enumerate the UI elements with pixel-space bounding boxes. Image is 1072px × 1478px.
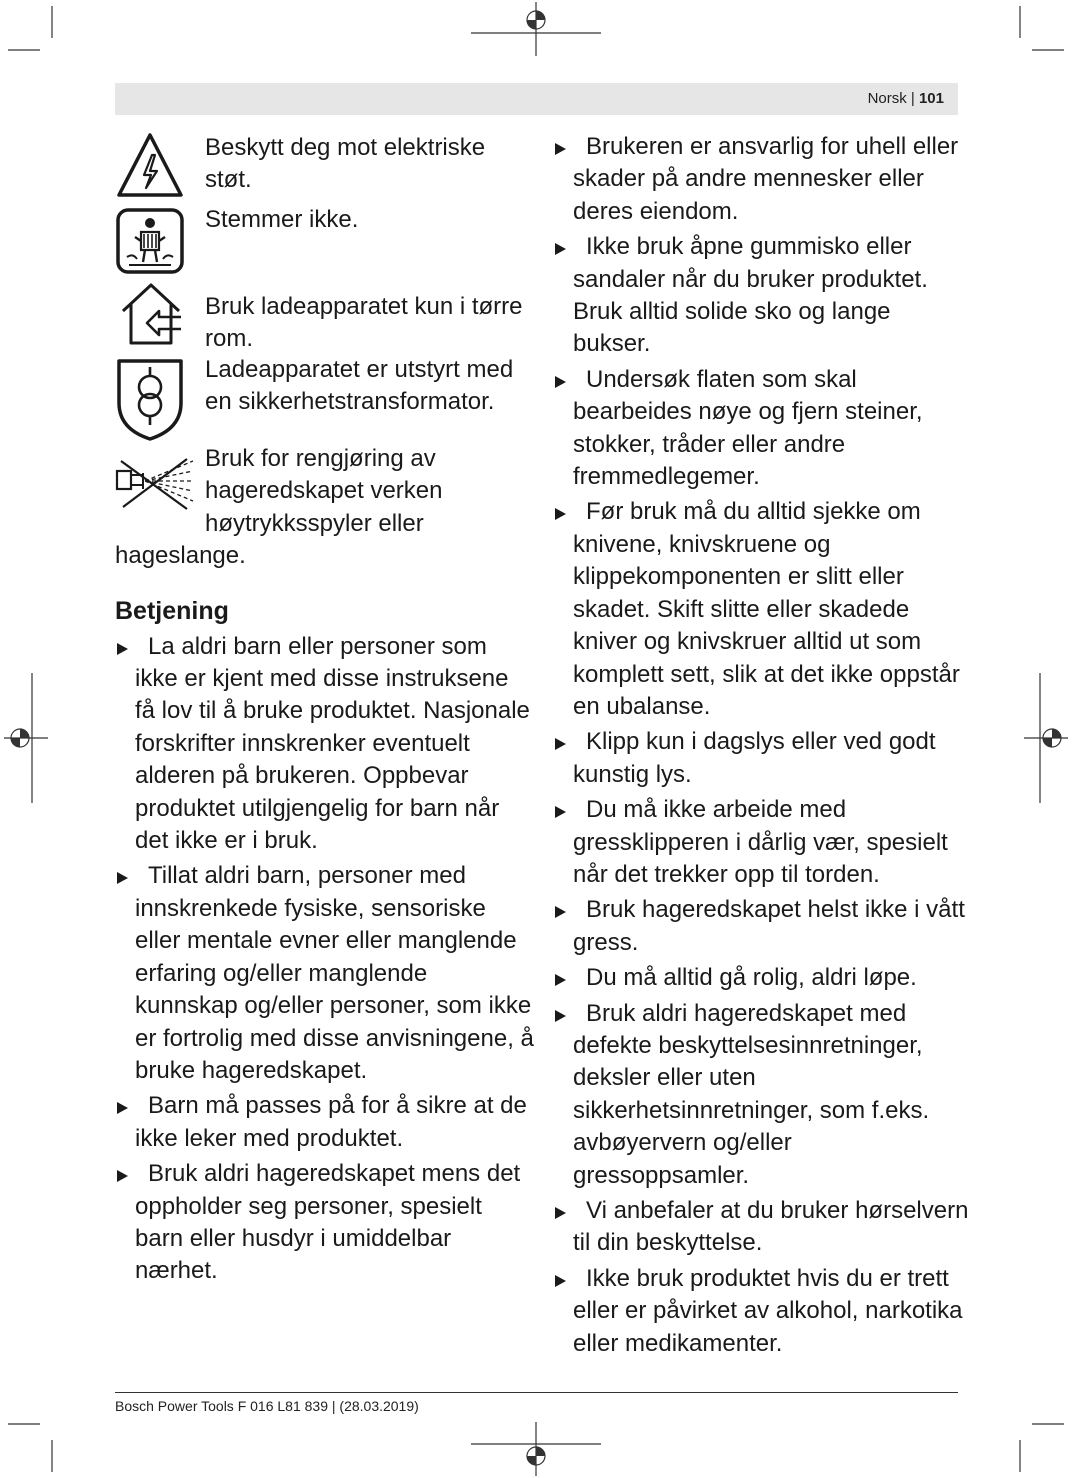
symbol-row	[115, 357, 535, 443]
list-item: Bruk hageredskapet helst ikke i vått gress.	[553, 894, 973, 959]
list-item: Klipp kun i dagslys eller ved godt kunstig lys.	[553, 726, 973, 791]
footer-divider	[115, 1392, 958, 1393]
symbol-text: Stemmer ikke.	[205, 206, 359, 233]
symbol-row	[115, 207, 535, 281]
safety-transformer-icon	[115, 357, 185, 441]
list-item: Undersøk flaten som skal bearbeides nøye og fjern steiner, stokker, tråder eller andre fremmedlegemer.	[553, 364, 973, 494]
symbol-row	[115, 443, 535, 573]
symbol-text: Ladeapparatet er utstyrt med en sikkerhetstransformator.	[205, 356, 514, 416]
indoor-use-house-icon	[115, 281, 185, 349]
list-item: Du må ikke arbeide med gressklipperen i dårlig vær, spesielt når det trekker opp til torden.	[553, 794, 973, 891]
right-column	[553, 131, 973, 1363]
electric-shock-warning-icon	[115, 131, 185, 199]
left-column	[115, 131, 535, 1291]
list-item: Du må alltid gå rolig, aldri løpe.	[553, 962, 973, 994]
page-footer: Bosch Power Tools F 016 L81 839 | (28.03.2019)	[115, 1398, 419, 1414]
list-item: Brukeren er ansvarlig for uhell eller skader på andre mennesker eller deres eiendom.	[553, 131, 973, 228]
person-standing-icon	[115, 207, 185, 275]
header-separator: |	[906, 90, 919, 107]
symbol-text: Bruk ladeapparatet kun i tørre rom.	[205, 293, 523, 353]
list-item: La aldri barn eller personer som ikke er kjent med disse instruksene få lov til å bruke produktet. Nasjonale forskrifter innskrenker eventuelt alderen på brukeren. Oppbevar produktet utilgjengelig for barn når det ikke er i bruk.	[115, 631, 535, 858]
list-item: Ikke bruk produktet hvis du er trett eller er påvirket av alkohol, narkotika eller medikamenter.	[553, 1263, 973, 1360]
no-water-jet-icon	[115, 455, 185, 511]
symbol-row	[115, 131, 535, 207]
page-number: 101	[918, 90, 944, 107]
header-label	[868, 90, 944, 108]
symbol-text: Beskytt deg mot elektriske støt.	[205, 134, 486, 194]
list-item: Barn må passes på for å sikre at de ikke leker med produktet.	[115, 1090, 535, 1155]
right-bullet-list	[553, 131, 973, 1360]
list-item: Bruk aldri hageredskapet med defekte beskyttelsesinnretninger, deksler eller uten sikkerhetsinnretninger, som f.eks. avbøyervern og/eller gressoppsamler.	[553, 998, 973, 1192]
list-item: Vi anbefaler at du bruker hørselvern til din beskyttelse.	[553, 1195, 973, 1260]
page-header	[115, 83, 958, 115]
left-bullet-list	[115, 631, 535, 1288]
section-heading: Betjening	[115, 596, 229, 625]
list-item: Tillat aldri barn, personer med innskrenkede fysiske, sensoriske eller mentale evner eller manglende erfaring og/eller manglende kunnskap og/eller personer, som ikke er fortrolig med disse anvisningene, å bruke hageredskapet.	[115, 860, 535, 1087]
list-item: Bruk aldri hageredskapet mens det oppholder seg personer, spesielt barn eller husdyr i umiddelbar nærhet.	[115, 1158, 535, 1288]
symbol-row	[115, 281, 535, 357]
symbol-text: Bruk for rengjøring av hageredskapet verken høytrykksspyler eller hageslange.	[115, 445, 443, 570]
list-item: Ikke bruk åpne gummisko eller sandaler når du bruker produktet. Bruk alltid solide sko og lange bukser.	[553, 231, 973, 361]
list-item: Før bruk må du alltid sjekke om knivene, knivskruene og klippekomponenten er slitt eller skadet. Skift slitte eller skadede kniver og knivskruer alltid ut som komplett sett, slik at det ikke oppstår en ubalanse.	[553, 496, 973, 723]
header-language: Norsk	[867, 90, 907, 107]
